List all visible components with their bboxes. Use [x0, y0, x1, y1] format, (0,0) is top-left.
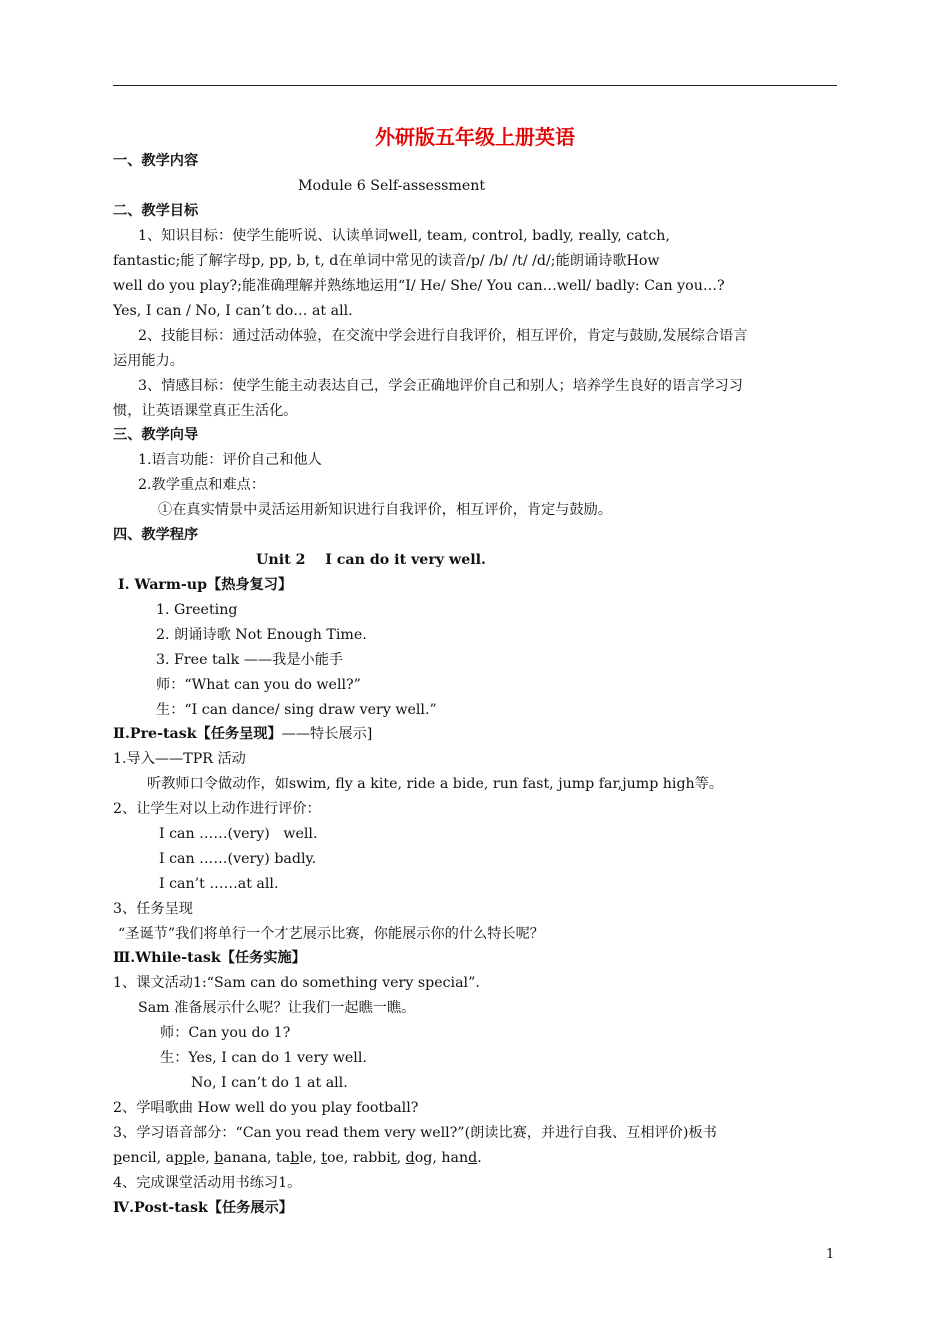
pretask-item-1-desc: 听教师口令做动作，如swim, fly a kite, ride a bide, run fast, jump far,jump high等。: [147, 776, 724, 792]
warmup-teacher-line: 师：“What can you do well?”: [156, 677, 361, 693]
phonics-word-rest: og,: [414, 1150, 442, 1166]
guide-item-2: 2.教学重点和难点：: [138, 477, 266, 493]
section-heading-guide: 三、教学向导: [113, 427, 199, 443]
pretask-item-3: 3、任务呈现: [113, 901, 193, 917]
whiletask-student-line-2: No, I can’t do 1 at all.: [191, 1075, 348, 1091]
pretask-item-3-desc: “圣诞节”我们将单行一个才艺展示比赛，你能展示你的什么特长呢？: [118, 926, 544, 942]
section-heading-goals: 二、教学目标: [113, 203, 199, 219]
whiletask-teacher-line: 师：Can you do 1?: [160, 1025, 291, 1041]
phonics-word-rest: encil,: [122, 1150, 166, 1166]
phonics-letter: d: [468, 1150, 478, 1166]
phonics-letter: pp: [174, 1150, 193, 1166]
section-heading-procedure: 四、教学程序: [113, 527, 199, 543]
whiletask-heading: Ⅲ.While-task【任务实施】: [113, 950, 306, 966]
whiletask-item-1-desc: Sam 准备展示什么呢？让我们一起瞧一瞧。: [138, 1000, 416, 1016]
document-title: 外研版五年级上册英语: [375, 125, 575, 149]
phonics-letter: b: [290, 1150, 300, 1166]
warmup-student-line: 生：“I can dance/ sing draw very well.”: [156, 702, 437, 718]
warmup-item-1: 1. Greeting: [156, 602, 238, 618]
phonics-word-part: ta: [276, 1150, 291, 1166]
phonics-word-rest: ,: [396, 1150, 406, 1166]
pretask-item-1: 1.导入——TPR 活动: [113, 751, 246, 767]
warmup-heading: Ⅰ. Warm-up【热身复习】: [118, 577, 293, 593]
phonics-word-list: [113, 1148, 482, 1168]
posttask-heading: Ⅳ.Post-task【任务展示】: [113, 1200, 293, 1216]
pretask-pattern-3: I can’t ……at all.: [159, 876, 279, 892]
phonics-letter: t: [390, 1150, 397, 1166]
whiletask-item-3: 3、学习语音部分：“Can you read them very well?”(朗读比赛，并进行自我、互相评价)板书: [113, 1125, 717, 1141]
phonics-letter: d: [405, 1150, 415, 1166]
pretask-heading-line: [113, 724, 372, 744]
goal-emotion-line-1: 3、情感目标：使学生能主动表达自己，学会正确地评价自己和别人；培养学生良好的语言学习习: [138, 378, 743, 394]
whiletask-item-1: 1、课文活动1:“Sam can do something very special”.: [113, 975, 480, 991]
phonics-word-rest: le,: [299, 1150, 322, 1166]
phonics-word-part: rabbi: [352, 1150, 391, 1166]
phonics-word-rest: oe,: [326, 1150, 353, 1166]
page-number: 1: [826, 1247, 835, 1262]
goal-knowledge-line-1: 1、知识目标：使学生能听说、认读单词well, team, control, badly, really, catch,: [138, 228, 670, 244]
section-heading-content: 一、教学内容: [113, 153, 199, 169]
pretask-pattern-1: I can ……(very) well.: [159, 826, 318, 842]
whiletask-item-4: 4、完成课堂活动用书练习1。: [113, 1175, 302, 1191]
phonics-letter: b: [214, 1150, 224, 1166]
goal-skill-line-1: 2、技能目标：通过活动体验，在交流中学会进行自我评价，相互评价，肯定与鼓励,发展综合语言: [138, 328, 748, 344]
goal-skill-line-2: 运用能力。: [113, 353, 184, 369]
phonics-word-rest: anana,: [223, 1150, 277, 1166]
warmup-item-2: 2. 朗诵诗歌 Not Enough Time.: [156, 627, 367, 643]
phonics-word-part: a: [165, 1150, 175, 1166]
pretask-heading-suffix: ——特长展示]: [281, 726, 373, 742]
goal-knowledge-line-4: Yes, I can / No, I can’t do… at all.: [113, 303, 353, 319]
goal-knowledge-line-3: well do you play?;能准确理解并熟练地运用“I/ He/ She/ You can…well/ badly: Can you…?: [113, 278, 725, 294]
module-title: Module 6 Self-assessment: [298, 178, 486, 194]
goal-emotion-line-2: 惯，让英语课堂真正生活化。: [113, 403, 298, 419]
goal-knowledge-line-2: fantastic;能了解字母p, pp, b, t, d在单词中常见的读音/p/ /b/ /t/ /d/;能朗诵诗歌How: [113, 253, 660, 269]
unit-title: Unit 2 I can do it very well.: [256, 552, 486, 568]
pretask-pattern-2: I can ……(very) badly.: [159, 851, 317, 867]
phonics-word-rest: .: [477, 1150, 482, 1166]
guide-item-1: 1.语言功能：评价自己和他人: [138, 452, 322, 468]
whiletask-student-line-1: 生：Yes, I can do 1 very well.: [160, 1050, 367, 1066]
pretask-heading: Ⅱ.Pre-task【任务呈现】: [113, 726, 282, 742]
phonics-letter: p: [113, 1150, 123, 1166]
phonics-word-part: han: [441, 1150, 469, 1166]
phonics-word-rest: le,: [192, 1150, 215, 1166]
guide-item-2a: ①在真实情景中灵活运用新知识进行自我评价，相互评价，肯定与鼓励。: [158, 502, 613, 518]
whiletask-item-2: 2、学唱歌曲 How well do you play football?: [113, 1100, 419, 1116]
header-rule: [113, 85, 837, 86]
pretask-item-2: 2、让学生对以上动作进行评价：: [113, 801, 321, 817]
warmup-item-3: 3. Free talk ——我是小能手: [156, 652, 344, 668]
phonics-letter: t: [321, 1150, 327, 1166]
